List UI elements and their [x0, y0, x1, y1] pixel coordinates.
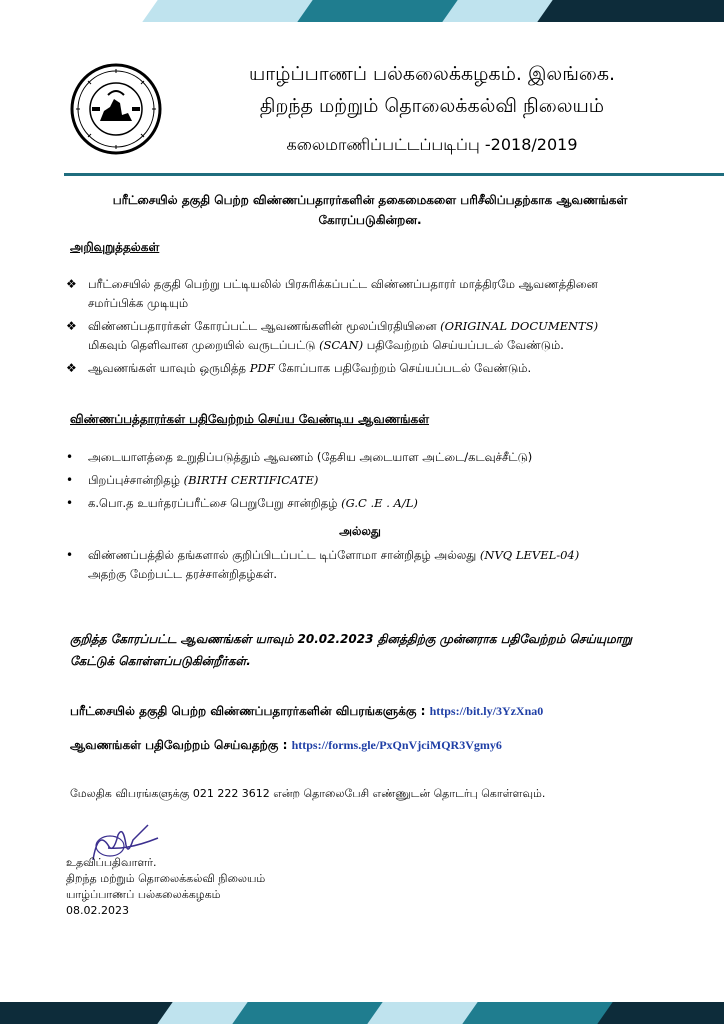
list-item: ❖ ஆவணங்கள் யாவும் ஒருமித்த PDF கோப்பாக பதிவேற்றம் செய்யப்படல் வேண்டும். — [62, 359, 682, 378]
documents-alt-list — [62, 546, 682, 588]
upload-link-label: ஆவணங்கள் பதிவேற்றம் செய்வதற்கு : — [70, 738, 288, 752]
contact-line: மேலதிக விபரங்களுக்கு 021 222 3612 என்ற தொலைபேசி எண்ணுடன் தொடர்பு கொள்ளவும். — [70, 787, 546, 800]
upload-link[interactable]: https://forms.gle/PxQnVjciMQR3Vgmy6 — [291, 738, 502, 752]
bottom-decorative-band — [0, 1002, 724, 1024]
document-date: 08.02.2023 — [66, 904, 129, 917]
university-seal-icon — [70, 63, 162, 155]
diamond-bullet-icon: ❖ — [66, 361, 77, 375]
list-item: • க.பொ.த உயர்தரப்பரீட்சை பெறுபேறு சான்றிதழ் (G.C .E . A/L) — [62, 494, 682, 513]
diamond-bullet-icon: ❖ — [66, 319, 77, 333]
document-header — [0, 55, 724, 175]
intro-line-1: பரீட்சையில் தகுதி பெற்ற விண்ணப்பதாரர்களின் தகைமைகளை பரிசீலிப்பதற்காக ஆவணங்கள் — [112, 193, 628, 207]
signatory-title: உதவிப்பதிவாளர். — [66, 856, 157, 869]
details-link-line — [70, 704, 543, 720]
instructions-heading: அறிவுறுத்தல்கள் — [70, 240, 160, 254]
programme-title: கலைமாணிப்பட்டப்படிப்பு -2018/2019 — [286, 135, 578, 154]
top-decorative-band — [0, 0, 724, 22]
upload-link-line — [70, 738, 502, 754]
intro-line-2: கோரப்படுகின்றன. — [318, 213, 422, 227]
intro-paragraph — [70, 190, 670, 230]
signatory-centre: திறந்த மற்றும் தொலைக்கல்வி நிலையம் — [66, 872, 266, 885]
list-item: • அடையாளத்தை உறுதிப்படுத்தும் ஆவணம் (தேசிய அடையாள அட்டை/கடவுச்சீட்டு) — [62, 448, 682, 467]
list-item: • விண்ணப்பத்தில் தங்களால் குறிப்பிடப்பட்ட டிப்ளோமா சான்றிதழ் அல்லது (NVQ LEVEL-04) அதற்கு மேற்பட்ட தரச்சான்றிதழ்கள். — [66, 548, 580, 581]
signature-block — [66, 855, 265, 919]
instructions-list — [62, 275, 682, 382]
documents-heading: விண்ணப்பத்தாரர்கள் பதிவேற்றம் செய்ய வேண்டிய ஆவணங்கள் — [70, 412, 430, 426]
or-label: அல்லது — [339, 524, 381, 538]
details-link-label: பரீட்சையில் தகுதி பெற்ற விண்ணப்பதாரர்களின் விபரங்களுக்கு : — [70, 704, 426, 718]
bullet-icon: • — [66, 450, 74, 464]
centre-title: திறந்த மற்றும் தொலைக்கல்வி நிலையம் — [259, 95, 605, 117]
signatory-university: யாழ்ப்பாணப் பல்கலைக்கழகம் — [66, 888, 221, 901]
documents-list — [62, 448, 682, 517]
details-link[interactable]: https://bit.ly/3YzXna0 — [429, 704, 544, 718]
deadline-notice: குறித்த கோரப்பட்ட ஆவணங்கள் யாவும் 20.02.2023 தினத்திற்கு முன்னராக பதிவேற்றம் செய்யுமாறு கேட்டுக் கொள்ளப்படுகின்றீர்கள். — [70, 632, 633, 668]
bullet-icon: • — [66, 473, 74, 487]
bullet-icon: • — [66, 496, 74, 510]
list-item: • பிறப்புச்சான்றிதழ் (BIRTH CERTIFICATE) — [62, 471, 682, 490]
diamond-bullet-icon: ❖ — [66, 277, 77, 291]
university-title: யாழ்ப்பாணப் பல்கலைக்கழகம். இலங்கை. — [248, 63, 616, 85]
bullet-icon: • — [66, 548, 74, 562]
list-item: ❖ பரீட்சையில் தகுதி பெற்று பட்டியலில் பிரசுரிக்கப்பட்ட விண்ணப்பதாரர் மாத்திரமே ஆவணத்தினை சமர்ப்பிக்க முடியும் — [66, 277, 598, 310]
list-item: ❖ விண்ணப்பதாரர்கள் கோரப்பட்ட ஆவணங்களின் மூலப்பிரதியினை (ORIGINAL DOCUMENTS) மிகவும் தெளிவான முறையில் வருடப்பட்டு (SCAN) பதிவேற்றம் செய்யப்படல் வேண்டும். — [66, 319, 599, 352]
header-divider — [64, 173, 724, 176]
